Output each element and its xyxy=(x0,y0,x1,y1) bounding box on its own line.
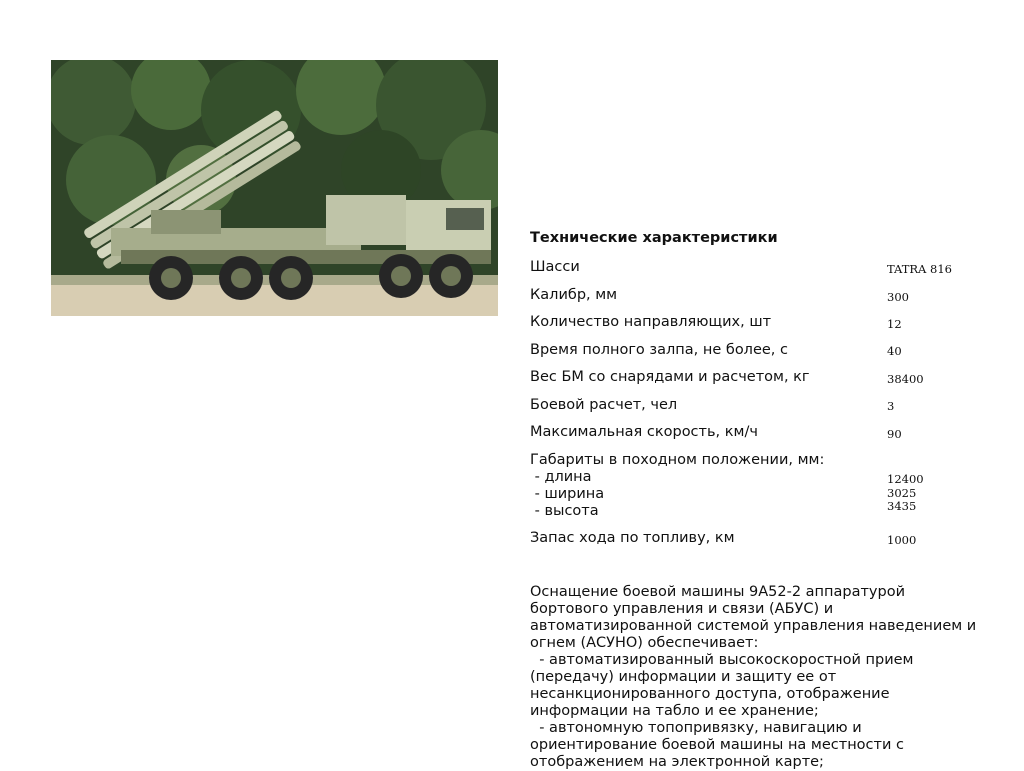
rocket-launcher-photo xyxy=(51,60,498,316)
spec-label-dimensions: Габариты в походном положении, мм: xyxy=(530,452,825,468)
specs-title: Технические характеристики xyxy=(530,230,778,246)
spec-label-width: - ширина xyxy=(530,486,605,502)
spec-value-salvo-time: 40 xyxy=(887,344,902,358)
spec-value-length: 12400 xyxy=(887,472,924,486)
description-line: информации на табло и ее хранение; xyxy=(530,703,819,719)
spec-label-weight: Вес БМ со снарядами и расчетом, кг xyxy=(530,369,810,385)
spec-label-length: - длина xyxy=(530,469,592,485)
spec-label-height: - высота xyxy=(530,503,599,519)
description-line: Оснащение боевой машины 9А52-2 аппаратурой xyxy=(530,584,906,600)
spec-value-weight: 38400 xyxy=(887,372,924,386)
description-line: ориентирование боевой машины на местности с xyxy=(530,737,904,753)
spec-label-salvo-time: Время полного залпа, не более, с xyxy=(530,342,788,358)
spec-label-caliber: Калибр, мм xyxy=(530,287,618,303)
description-line: несанкционированного доступа, отображение xyxy=(530,686,890,702)
spec-label-tubes: Количество направляющих, шт xyxy=(530,314,772,330)
spec-label-range: Запас хода по топливу, км xyxy=(530,530,735,546)
description-line: (передачу) информации и защиту ее от xyxy=(530,669,837,685)
spec-label-crew: Боевой расчет, чел xyxy=(530,397,678,413)
spec-value-crew: 3 xyxy=(887,399,895,413)
description-line: бортового управления и связи (АБУС) и xyxy=(530,601,834,617)
description-line: - автоматизированный высокоскоростной прием xyxy=(530,652,914,668)
equipment-description xyxy=(530,584,1000,771)
spec-value-tubes: 12 xyxy=(887,317,902,331)
rocket-launcher-truck-illustration xyxy=(51,60,498,316)
description-line: отображением на электронной карте; xyxy=(530,754,824,770)
spec-label-chassis: Шасси xyxy=(530,259,580,275)
spec-value-height: 3435 xyxy=(887,499,917,513)
spec-value-max-speed: 90 xyxy=(887,427,902,441)
spec-value-width: 3025 xyxy=(887,486,917,500)
description-line: огнем (АСУНО) обеспечивает: xyxy=(530,635,759,651)
description-line: - автономную топопривязку, навигацию и xyxy=(530,720,862,736)
spec-value-chassis: TATRA 816 xyxy=(887,262,952,276)
spec-value-caliber: 300 xyxy=(887,290,909,304)
spec-value-range: 1000 xyxy=(887,533,917,547)
description-line: автоматизированной системой управления наведением и xyxy=(530,618,977,634)
spec-label-max-speed: Максимальная скорость, км/ч xyxy=(530,424,758,440)
